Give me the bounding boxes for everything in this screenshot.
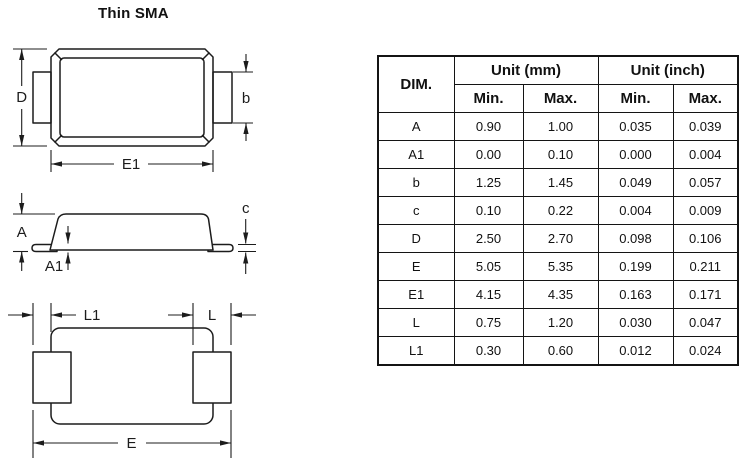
- side-view-body-outline: [50, 214, 213, 250]
- cell-inch-min: 0.163: [598, 281, 673, 309]
- cell-mm-min: 0.90: [454, 113, 523, 141]
- table-row: [378, 141, 738, 169]
- cell-inch-max: 0.106: [673, 225, 738, 253]
- table-row: [378, 337, 738, 366]
- cell-inch-min: 0.000: [598, 141, 673, 169]
- cell-inch-max: 0.211: [673, 253, 738, 281]
- cell-mm-min: 5.05: [454, 253, 523, 281]
- cell-mm-min: 0.00: [454, 141, 523, 169]
- cell-dim: E1: [378, 281, 454, 309]
- cell-inch-max: 0.057: [673, 169, 738, 197]
- table-row: [378, 113, 738, 141]
- dimension-b: [233, 54, 253, 141]
- cell-inch-max: 0.024: [673, 337, 738, 366]
- cell-mm-min: 2.50: [454, 225, 523, 253]
- cell-inch-min: 0.199: [598, 253, 673, 281]
- col-header-dim: DIM.: [378, 56, 454, 113]
- bottom-view-body-outline: [51, 328, 213, 424]
- cell-dim: D: [378, 225, 454, 253]
- cell-inch-min: 0.012: [598, 337, 673, 366]
- dimension-d: [13, 49, 47, 146]
- page-title: Thin SMA: [98, 5, 169, 22]
- cell-mm-max: 1.00: [523, 113, 598, 141]
- dimension-e: [33, 410, 231, 458]
- package-outline-drawings: [0, 0, 370, 469]
- dim-a-label: A: [16, 224, 27, 241]
- top-view-left-lead: [33, 72, 51, 123]
- top-view-drawing: [13, 49, 253, 173]
- cell-inch-min: 0.098: [598, 225, 673, 253]
- cell-dim: L1: [378, 337, 454, 366]
- table-header-row-units: [378, 56, 738, 85]
- cell-mm-max: 0.22: [523, 197, 598, 225]
- dim-e-label: E: [126, 435, 137, 452]
- cell-mm-max: 0.10: [523, 141, 598, 169]
- cell-dim: L: [378, 309, 454, 337]
- table-row: [378, 225, 738, 253]
- bottom-view-left-pad: [33, 352, 71, 403]
- table-row: [378, 197, 738, 225]
- dim-l-label: L: [207, 307, 217, 324]
- cell-inch-min: 0.030: [598, 309, 673, 337]
- dim-l1-label: L1: [83, 307, 101, 324]
- table-row: [378, 253, 738, 281]
- dimension-l1: [8, 303, 100, 345]
- cell-mm-max: 4.35: [523, 281, 598, 309]
- bottom-view-drawing: [8, 303, 256, 458]
- cell-dim: A: [378, 113, 454, 141]
- dim-a1-label: A1: [44, 258, 64, 275]
- cell-mm-max: 1.45: [523, 169, 598, 197]
- cell-dim: E: [378, 253, 454, 281]
- dimension-table: [377, 55, 739, 366]
- col-header-inch-max: Max.: [673, 85, 738, 113]
- cell-inch-max: 0.047: [673, 309, 738, 337]
- cell-mm-max: 1.20: [523, 309, 598, 337]
- cell-mm-max: 0.60: [523, 337, 598, 366]
- table-row: [378, 169, 738, 197]
- cell-inch-min: 0.004: [598, 197, 673, 225]
- col-header-inch-min: Min.: [598, 85, 673, 113]
- dim-e1-label: E1: [121, 156, 141, 173]
- cell-mm-min: 0.10: [454, 197, 523, 225]
- cell-mm-min: 0.75: [454, 309, 523, 337]
- cell-mm-min: 4.15: [454, 281, 523, 309]
- col-header-unit-inch: Unit (inch): [598, 56, 738, 85]
- table-row: [378, 281, 738, 309]
- col-header-mm-max: Max.: [523, 85, 598, 113]
- bottom-view-right-pad: [193, 352, 231, 403]
- cell-mm-min: 0.30: [454, 337, 523, 366]
- dim-c-label: c: [241, 200, 250, 217]
- table-row: [378, 309, 738, 337]
- dim-b-label: b: [241, 90, 251, 107]
- cell-dim: b: [378, 169, 454, 197]
- dimension-e1: [51, 150, 213, 173]
- col-header-mm-min: Min.: [454, 85, 523, 113]
- cell-mm-max: 2.70: [523, 225, 598, 253]
- top-view-body-inner-bevel: [60, 58, 204, 137]
- cell-dim: c: [378, 197, 454, 225]
- cell-inch-min: 0.049: [598, 169, 673, 197]
- cell-inch-max: 0.004: [673, 141, 738, 169]
- cell-mm-max: 5.35: [523, 253, 598, 281]
- cell-inch-max: 0.039: [673, 113, 738, 141]
- cell-inch-min: 0.035: [598, 113, 673, 141]
- cell-mm-min: 1.25: [454, 169, 523, 197]
- dim-d-label: D: [16, 89, 28, 106]
- top-view-corner-bevel-lines: [55, 53, 210, 143]
- top-view-right-lead: [213, 72, 232, 123]
- dimension-l: [168, 303, 256, 345]
- top-view-body-outline: [51, 49, 213, 146]
- cell-inch-max: 0.009: [673, 197, 738, 225]
- cell-dim: A1: [378, 141, 454, 169]
- col-header-unit-mm: Unit (mm): [454, 56, 598, 85]
- dimension-c: [238, 200, 256, 274]
- side-view-drawing: [13, 193, 256, 275]
- cell-inch-max: 0.171: [673, 281, 738, 309]
